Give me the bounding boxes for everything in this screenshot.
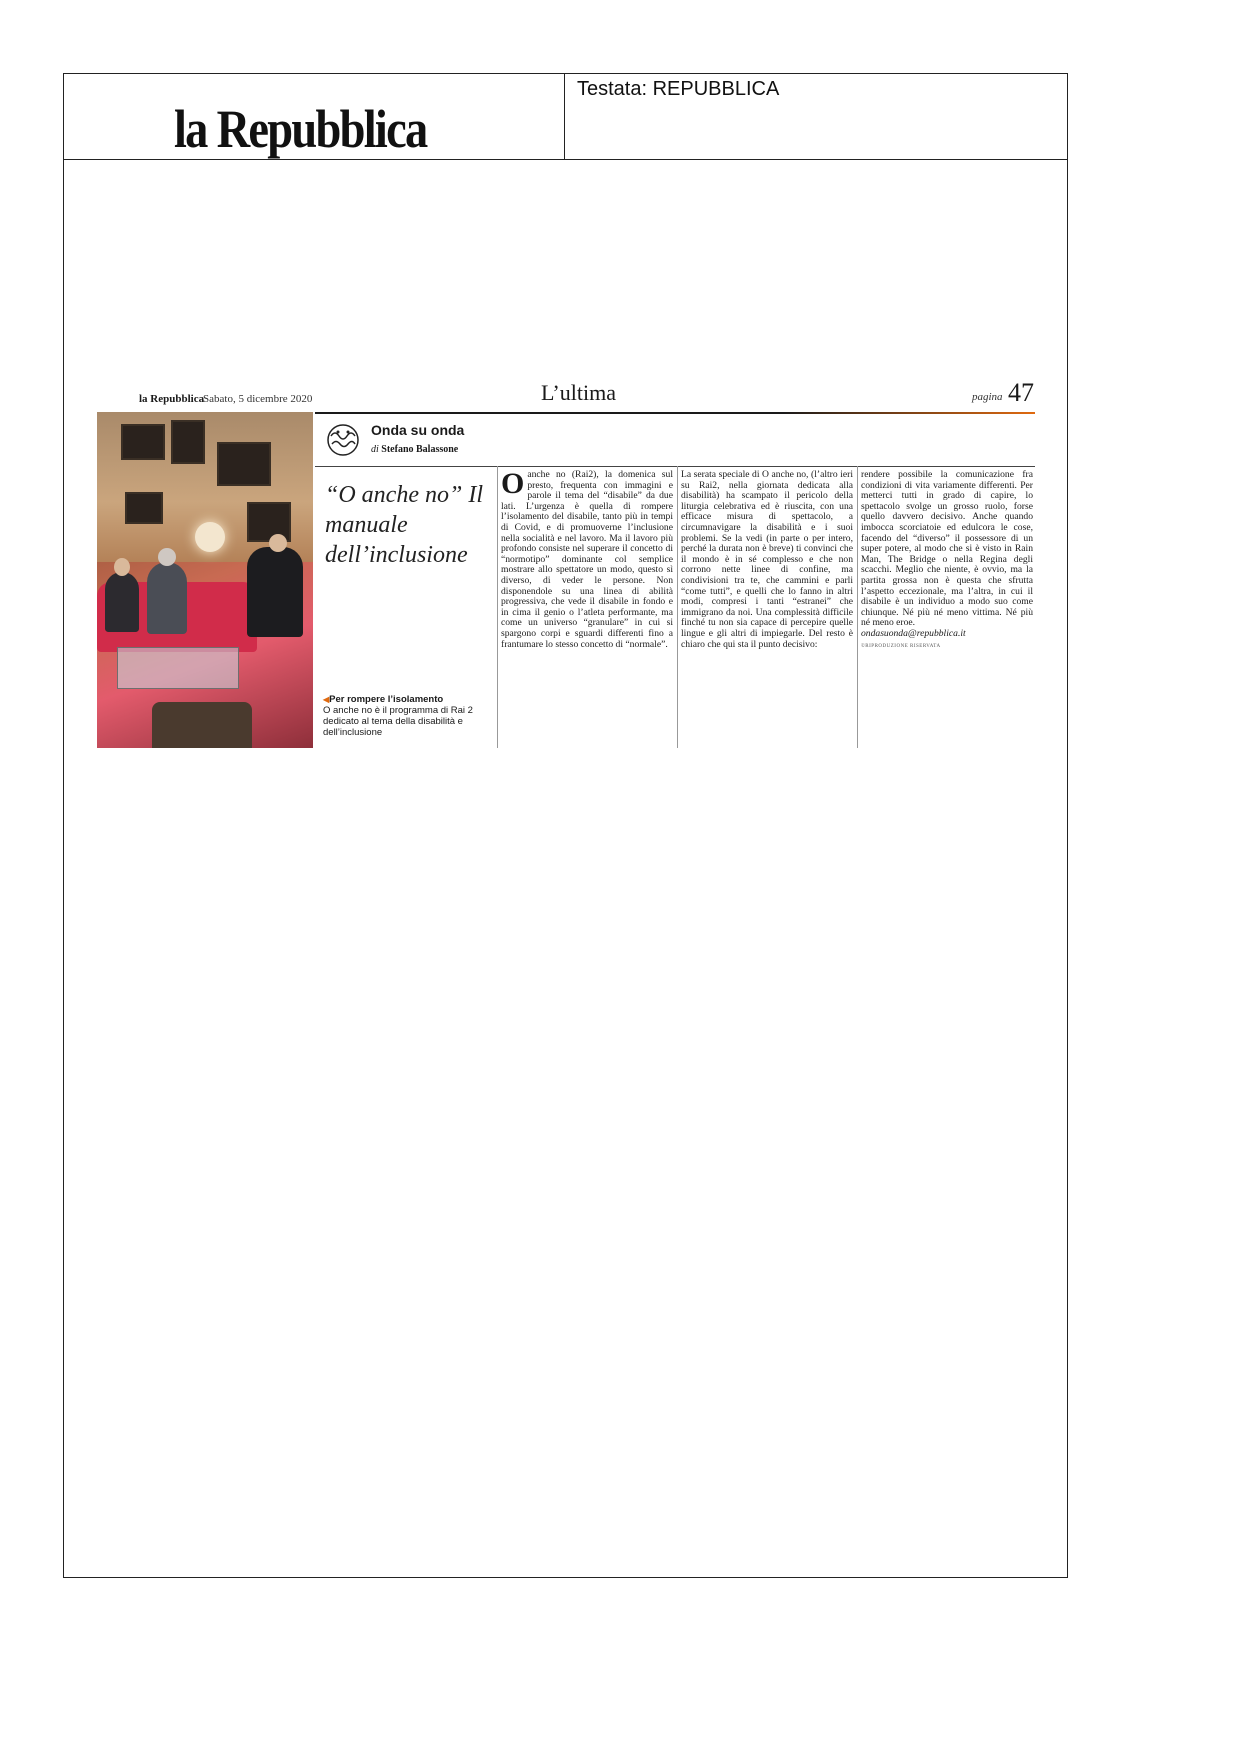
testata-cell [565, 74, 1067, 160]
page-bar-date: Sabato, 5 dicembre 2020 [203, 393, 313, 405]
photo-person-head [114, 558, 130, 576]
byline-prefix: di [371, 444, 379, 455]
rubric-header [315, 414, 1035, 467]
article-column-3 [861, 470, 1033, 746]
photo-lamp [195, 522, 225, 552]
photo-person [247, 547, 303, 637]
caption-text: O anche no è il programma di Rai 2 dedicato al tema della disabilità e dell’inclusione [323, 705, 473, 738]
article-column-1 [501, 470, 673, 746]
column-3-text: rendere possibile la comunicazione fra condizioni di vita variamente differenti. Per metterci tutti in grado di capire, lo spettacolo svolge un grosso ruolo, forse quello davvero decisivo. Anche quando imbocca scorciatoie ed edulcora le cose, facendo del “diverso” il possessore di un super potere, al modo che si è visto in Rain Man, The Bridge o nella Regina degli scacchi. Meglio che niente, è ovvio, ma la partita grossa non è questa che sfrutta l’aspetto eccezionale, ma l’altra, in cui il disabile è un individuo a modo suo come chiunque. Né più né meno vittima. Né più né meno eroe. [861, 470, 1033, 629]
photo-person-head [269, 534, 287, 552]
photo-frame [217, 442, 271, 486]
page-bar-brand: la Repubblica [139, 393, 205, 405]
article-column-2 [681, 470, 853, 746]
testata-label: Testata: REPUBBLICA [577, 78, 780, 100]
rubric-title: Onda su onda [371, 422, 465, 438]
drop-cap: O [501, 470, 525, 500]
wave-mascot-icon [325, 422, 361, 458]
photo-frame [171, 420, 205, 464]
photo-radio [152, 702, 252, 748]
document-frame [63, 73, 1068, 1578]
masthead-cell [64, 74, 565, 160]
pagina-label: pagina [972, 391, 1003, 403]
photo-person-head [158, 548, 176, 566]
rubric-byline [371, 444, 458, 455]
article-headline: “O anche no” Il manuale dell’inclusione [325, 482, 483, 568]
newspaper-clipping [97, 378, 1035, 748]
page-number: 47 [1008, 378, 1034, 407]
column-1-text: anche no (Rai2), la domenica sul presto, frequenta con immagini e parole il tema del “disabile” da due lati. L’urgenza è quella di rompere l’isolamento del disabile, tanto più in tempi di Covid, e di promuoverne l’inclusione nella socialità e nel lavoro. Ma il lavoro più profondo consiste nel superare il concetto di “normotipo” dominante col semplice mostrare allo spettatore un modo, questo sì diverso, di veder le persone. Non disponendole su una linea di abilità progressiva, che vede il disabile in fondo e in cima il genio o l’atleta performante, ma come un universo “granulare” in cui si spargono corpi e sguardi differenti fino a frantumare lo stesso concetto di “normale”. [501, 470, 673, 650]
photo-frame [121, 424, 165, 460]
photo-table [117, 647, 239, 689]
section-title: L’ultima [541, 380, 616, 405]
byline-author: Stefano Balassone [381, 444, 459, 455]
column-2-text: La serata speciale di O anche no, (l’altro ieri su Rai2, nella giornata dedicata alla disabilità) ha scampato il pericolo della liturgia celebrativa ed è riuscita, con una efficace misura di spettacolo, a circumnavigare la disabilità e i suoi problemi. Se la vedi (in parte o per intero, perché la durata non è breve) ti convinci che il mondo è in sé complesso e che non corrono nette linee di confine, ma condivisioni tra te, che cammini e parli “come tutti”, e quelli che lo fanno in altri modi, compresi i tanti “estranei” che immigrano da noi. Una complessità difficile finché tu non sia capace di percepire quelle lingue e gli altri di impiegarle. Del resto è chiaro che qui sta il punto decisivo: [681, 470, 853, 650]
page-bar [97, 378, 1035, 410]
photo-caption [323, 694, 493, 738]
photo-frame [125, 492, 163, 524]
masthead-logo: la Repubblica [174, 99, 427, 159]
author-email: ondasuonda@repubblica.it [861, 627, 966, 639]
column-divider [677, 466, 678, 748]
photo-person [147, 562, 187, 634]
photo-person [105, 572, 139, 632]
studio-photo [97, 412, 313, 748]
column-divider [857, 466, 858, 748]
caption-title: ◀ Per rompere l’isolamento [323, 694, 493, 705]
copyright-notice: ©RIPRODUZIONE RISERVATA [861, 643, 941, 649]
column-divider [497, 466, 498, 748]
